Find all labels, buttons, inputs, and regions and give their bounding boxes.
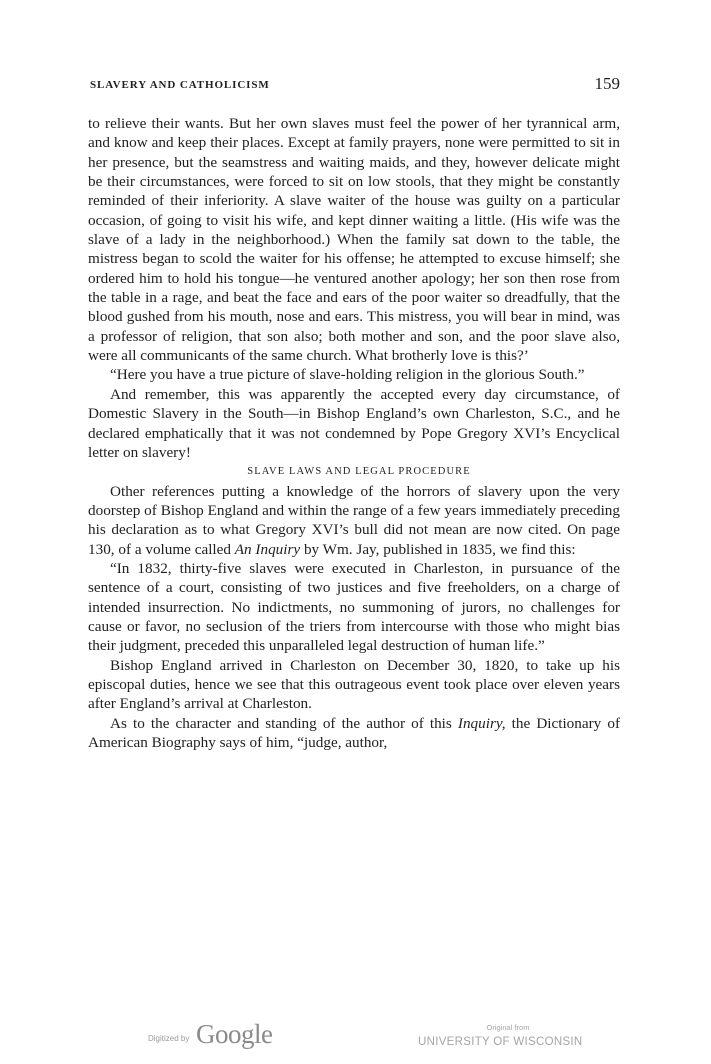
book-title-italic: Inquiry, — [457, 714, 506, 732]
original-from-label: Original from — [486, 1023, 530, 1032]
paragraph-quote-south: “Here you have a true picture of slave-holding religion in the glorious South.” — [110, 366, 585, 384]
body-text — [88, 114, 620, 752]
paragraph-text: As to the character and standing of the author of this — [110, 714, 458, 732]
paragraph-other-references — [88, 482, 620, 559]
paragraph-text: Other references putting a knowledge of the horrors of slavery upon the very doorstep of Bishop England and within the range of a few years immediately preceding his declaration as to what Gregory XVI’s bull did not mean are now cited. On page 130, of a volume called — [88, 482, 620, 558]
section-subheading: SLAVE LAWS AND LEGAL PROCEDURE — [247, 466, 471, 478]
running-header — [90, 74, 620, 98]
paragraph-quote-1832: “In 1832, thirty-five slaves were executed in Charleston, in pursuance of the sentence of a court, consisting of two justices and five freeholders, on a charge of intended insurrection. No indictments, no summoning of jurors, no challenges for cause or favor, no seclusion of the triers from intercourse with those who might bias their judgment, preceded this unparalleled legal destruction of human life.” — [88, 559, 620, 655]
paragraph-remember: And remember, this was apparently the accepted every day circumstance, of Domestic Slavery in the South—in Bishop England’s own Charleston, S.C., and he declared emphatically that it was not condemned by Pope Gregory XVI’s Encyclical letter on slavery! — [88, 385, 620, 461]
paragraph-text: by Wm. Jay, published in 1835, we find this: — [300, 540, 576, 558]
running-title: SLAVERY AND CATHOLICISM — [90, 79, 270, 91]
university-label: UNIVERSITY OF WISCONSIN — [418, 1036, 583, 1048]
page-number: 159 — [594, 74, 620, 93]
book-title-italic: An Inquiry — [234, 540, 301, 558]
google-logo: Google — [196, 1019, 273, 1049]
digitized-by-label: Digitized by — [148, 1034, 190, 1043]
scan-footer — [0, 1015, 711, 1055]
paragraph-character — [88, 714, 620, 753]
paragraph-bishop-england: Bishop England arrived in Charleston on December 30, 1820, to take up his episcopal duties, hence we see that this outrageous event took place over eleven years after England’s arrival at Charleston. — [88, 656, 620, 713]
paragraph-text: the Dictionary of American Biography says of him, “judge, author, — [88, 714, 621, 751]
paragraph-continuation: to relieve their wants. But her own slaves must feel the power of her tyrannical arm, and know and keep their places. Except at family prayers, none were permitted to sit in her presence, but the seamstress and waiting maids, and they, however delicate might be their circumstances, were forced to sit on low stools, that they might be constantly reminded of their inferiority. A slave waiter of the house was guilty on a particular occasion, of going to visit his wife, and kept dinner waiting a little. (His wife was the slave of a lady in the neighborhood.) When the family sat down to the table, the mistress began to scold the waiter for his offense; he attempted to excuse himself; she ordered him to hold his tongue—he ventured another apology; her son then rose from the table in a rage, and beat the face and ears of the poor waiter so dreadfully, that the blood gushed from his mouth, nose and ears. This mistress, you will bear in mind, was a professor of religion, that son also; both mother and son, and the poor slave also, were all communicants of the same church. What brotherly love is this?’ — [88, 115, 620, 365]
